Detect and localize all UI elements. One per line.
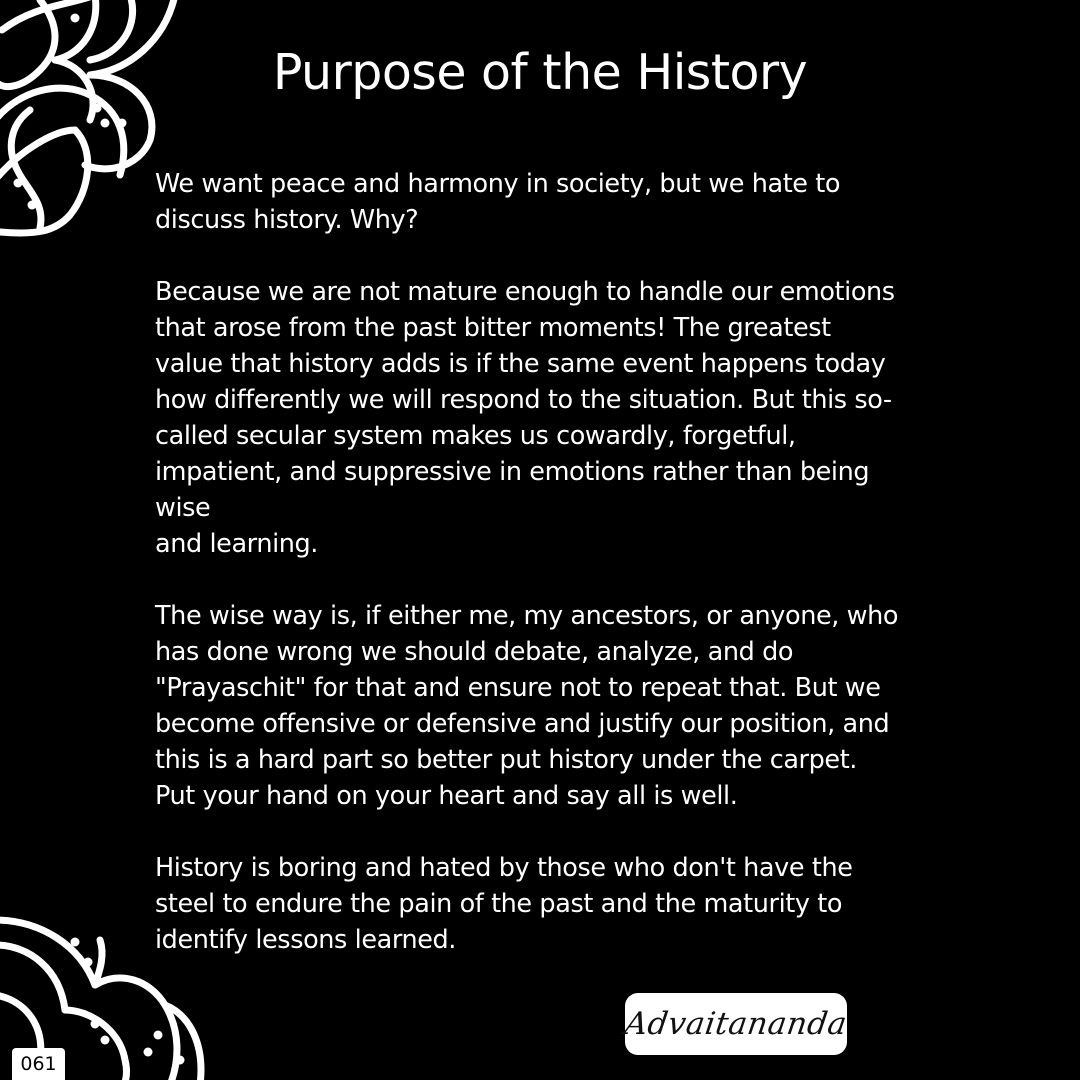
text-line: this is a hard part so better put history under the carpet. bbox=[155, 745, 858, 775]
page-title: Purpose of the History bbox=[272, 44, 808, 101]
text-line: The wise way is, if either me, my ancestors, or anyone, who bbox=[155, 601, 899, 631]
signature-badge bbox=[622, 993, 850, 1055]
text-line: called secular system makes us cowardly, forgetful, bbox=[155, 421, 796, 451]
paragraph-4 bbox=[155, 850, 985, 958]
paragraph-1 bbox=[155, 166, 985, 238]
text-line: steel to endure the pain of the past and the maturity to bbox=[155, 889, 843, 919]
text-line: identify lessons learned. bbox=[155, 925, 457, 955]
body-text bbox=[155, 166, 985, 958]
text-line: Put your hand on your heart and say all is well. bbox=[155, 781, 738, 811]
signature-text: Advaitananda bbox=[622, 1006, 850, 1042]
text-line: and learning. bbox=[155, 529, 319, 559]
text-line: impatient, and suppressive in emotions rather than being bbox=[155, 457, 870, 487]
text-line: value that history adds is if the same event happens today bbox=[155, 349, 886, 379]
text-line: discuss history. Why? bbox=[155, 205, 419, 235]
text-line: wise bbox=[155, 493, 211, 523]
paragraph-3 bbox=[155, 598, 985, 814]
text-line: become offensive or defensive and justify our position, and bbox=[155, 709, 890, 739]
page-number-badge: 061 bbox=[12, 1048, 65, 1080]
text-line: has done wrong we should debate, analyze, and do bbox=[155, 637, 794, 667]
text-line: that arose from the past bitter moments! The greatest bbox=[155, 313, 831, 343]
text-line: "Prayaschit" for that and ensure not to repeat that. But we bbox=[155, 673, 881, 703]
text-line: Because we are not mature enough to handle our emotions bbox=[155, 277, 895, 307]
text-line: History is boring and hated by those who don't have the bbox=[155, 853, 853, 883]
text-line: how differently we will respond to the situation. But this so- bbox=[155, 385, 892, 415]
text-line: We want peace and harmony in society, but we hate to bbox=[155, 169, 841, 199]
paragraph-2 bbox=[155, 274, 985, 562]
